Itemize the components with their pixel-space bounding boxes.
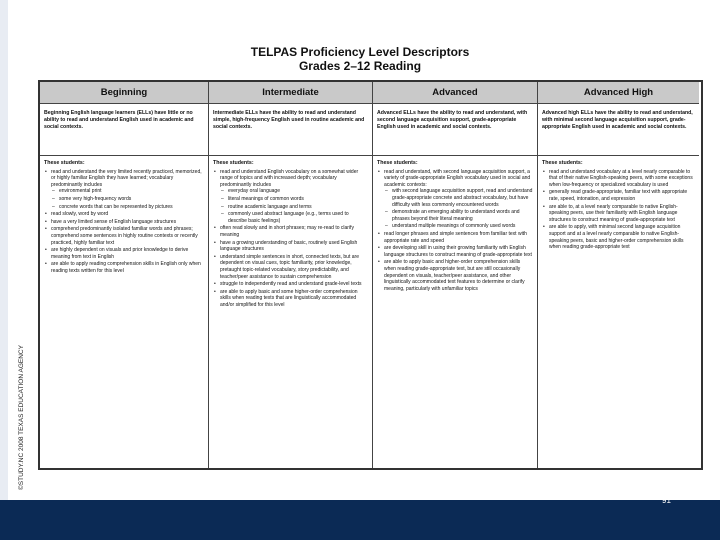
descriptor-text: have a growing understanding of basic, routinely used English language structures	[220, 239, 358, 253]
descriptor-item	[220, 225, 368, 238]
descriptor-text: are able to apply reading comprehension skills in English only when reading texts written for this level	[51, 261, 201, 274]
descriptor-sublist	[220, 188, 368, 224]
descriptor-text: have a very limited sense of English language structures	[51, 218, 177, 225]
descriptor-text: struggle to independently read and understand grade-level texts	[220, 281, 362, 288]
column-heading: Advanced High	[538, 82, 699, 104]
descriptor-item	[220, 281, 368, 288]
level-details	[538, 156, 699, 256]
descriptor-text: are able to apply basic and some higher-order comprehension skills when reading texts that are linguistically accommodated and/or simplified for this level	[220, 288, 358, 308]
descriptor-list	[213, 169, 368, 309]
column-advanced-high	[538, 82, 699, 468]
descriptor-item	[220, 254, 368, 280]
descriptor-item	[384, 231, 533, 244]
descriptor-item	[220, 289, 368, 309]
descriptor-item	[51, 261, 204, 274]
level-summary: Beginning English language learners (ELLs) have little or no ability to read and understand English used in academic and social contexts.	[40, 104, 208, 156]
title-line-2: Grades 2–12 Reading	[298, 59, 422, 73]
level-details	[373, 156, 537, 297]
descriptor-text: comprehend predominantly isolated familiar words and phrases; comprehend some sentences in highly routine contexts or recently practiced, highly familiar text	[51, 226, 198, 246]
these-students-label: These students:	[542, 160, 583, 166]
descriptor-item	[51, 226, 204, 246]
level-summary: Intermediate ELLs have the ability to read and understand simple, high-frequency English used in routine academic and social contexts.	[209, 104, 372, 156]
descriptor-text: are developing skill in using their growing familiarity with English language structures to construct meaning of grade-appropriate text	[384, 245, 532, 258]
descriptor-text: understand simple sentences in short, connected texts, but are dependent on visual cues, topic familiarity, prior knowledge, pretaught topic-related vocabulary, story predictability, and teacher/peer assistance to sustain comprehension	[220, 253, 359, 280]
descriptor-subitem: – concrete words that can be represented by pictures	[59, 204, 204, 211]
footer-bar	[0, 500, 720, 540]
column-intermediate	[209, 82, 373, 468]
descriptor-text: read and understand, with second language acquisition support, a variety of grade-appropriate English vocabulary used in social and academic contexts:	[384, 168, 531, 188]
left-margin-band	[0, 0, 8, 500]
column-heading: Intermediate	[209, 82, 372, 104]
descriptor-list	[542, 169, 695, 251]
copyright-notice: ©STUDY.NC 2008 TEXAS EDUCATION AGENCY	[18, 345, 25, 490]
descriptor-text: read and understand the very limited recently practiced, memorized, or highly familiar English they have learned; vocabulary predominantly includes	[51, 168, 202, 188]
descriptor-item	[549, 189, 695, 202]
descriptor-item	[384, 259, 533, 292]
descriptor-sublist	[51, 188, 204, 210]
descriptor-text: are able to apply, with minimal second language acquisition support and at a level nearly comparable to native English-speaking peers, basic and higher-order comprehension skills when reading grade-appropriate text	[549, 224, 684, 251]
descriptor-subitem: – routine academic language and terms	[228, 204, 368, 211]
descriptor-list	[44, 169, 204, 275]
descriptor-sublist	[384, 188, 533, 230]
descriptor-subitem: – environmental print	[59, 188, 204, 195]
descriptor-text: read longer phrases and simple sentences from familiar text with appropriate rate and speed	[384, 230, 527, 244]
descriptor-text: often read slowly and in short phrases; may re-read to clarify meaning	[220, 225, 354, 238]
column-heading: Beginning	[40, 82, 208, 104]
level-details	[209, 156, 372, 313]
descriptor-subitem: – commonly used abstract language (e.g., terms used to describe basic feelings)	[228, 211, 368, 224]
descriptor-text: generally read grade-appropriate, familiar text with appropriate rate, speed, intonation, and expression	[549, 189, 688, 202]
descriptor-text: read and understand English vocabulary on a somewhat wider range of topics and with increased depth; vocabulary predominantly includes	[220, 168, 359, 188]
descriptor-text: are able to apply basic and higher-order comprehension skills when reading grade-appropriate text, but are still occasionally dependent on visuals, teacher/peer assistance, and other linguistically accommodated text features to determine or clarify meaning, particularly with unfamiliar topics	[384, 259, 525, 292]
descriptor-subitem: – everyday oral language	[228, 188, 368, 195]
these-students-label: These students:	[377, 160, 418, 166]
level-details	[40, 156, 208, 280]
descriptor-list	[377, 169, 533, 293]
descriptor-subitem: – with second language acquisition support, read and understand grade-appropriate concrete and abstract vocabulary, but have difficulty with less commonly encountered words	[392, 188, 533, 208]
descriptor-text: are able to, at a level nearly comparable to native English-speaking peers, use their familiarity with English language structures to construct meaning of grade-appropriate text	[549, 203, 678, 223]
descriptor-item	[220, 240, 368, 253]
descriptor-table	[38, 80, 703, 470]
descriptor-text: read and understand vocabulary at a level nearly comparable to that of their native English-speaking peers, with some exceptions when low-frequency or specialized vocabulary is used	[549, 168, 693, 188]
descriptor-subitem: – some very high-frequency words	[59, 196, 204, 203]
descriptor-item	[549, 224, 695, 250]
descriptor-item	[51, 211, 204, 218]
descriptor-item	[220, 169, 368, 225]
these-students-label: These students:	[44, 160, 85, 166]
descriptor-item	[384, 169, 533, 230]
descriptor-item	[549, 169, 695, 189]
page-title	[0, 45, 720, 73]
level-summary: Advanced ELLs have the ability to read and understand, with second language acquisition support, grade-appropriate English used in academic and social contexts.	[373, 104, 537, 156]
level-summary: Advanced high ELLs have the ability to read and understand, with minimal second language acquisition support, grade-appropriate English used in academic and social contexts.	[538, 104, 699, 156]
descriptor-subitem: – demonstrate an emerging ability to understand words and phrases beyond their literal meaning	[392, 209, 533, 222]
descriptor-item	[384, 245, 533, 258]
descriptor-item	[51, 169, 204, 211]
descriptor-item	[51, 219, 204, 226]
title-line-1: TELPAS Proficiency Level Descriptors	[250, 45, 470, 59]
descriptor-text: are highly dependent on visuals and prior knowledge to derive meaning from text in English	[51, 247, 189, 260]
column-heading: Advanced	[373, 82, 537, 104]
these-students-label: These students:	[213, 160, 254, 166]
column-advanced	[373, 82, 538, 468]
descriptor-item	[51, 247, 204, 260]
column-beginning	[40, 82, 209, 468]
descriptor-subitem: – literal meanings of common words	[228, 196, 368, 203]
page-number: 91	[662, 496, 671, 505]
descriptor-item	[549, 204, 695, 224]
descriptor-subitem: – understand multiple meanings of commonly used words	[392, 223, 533, 230]
descriptor-text: read slowly, word by word	[51, 211, 109, 218]
